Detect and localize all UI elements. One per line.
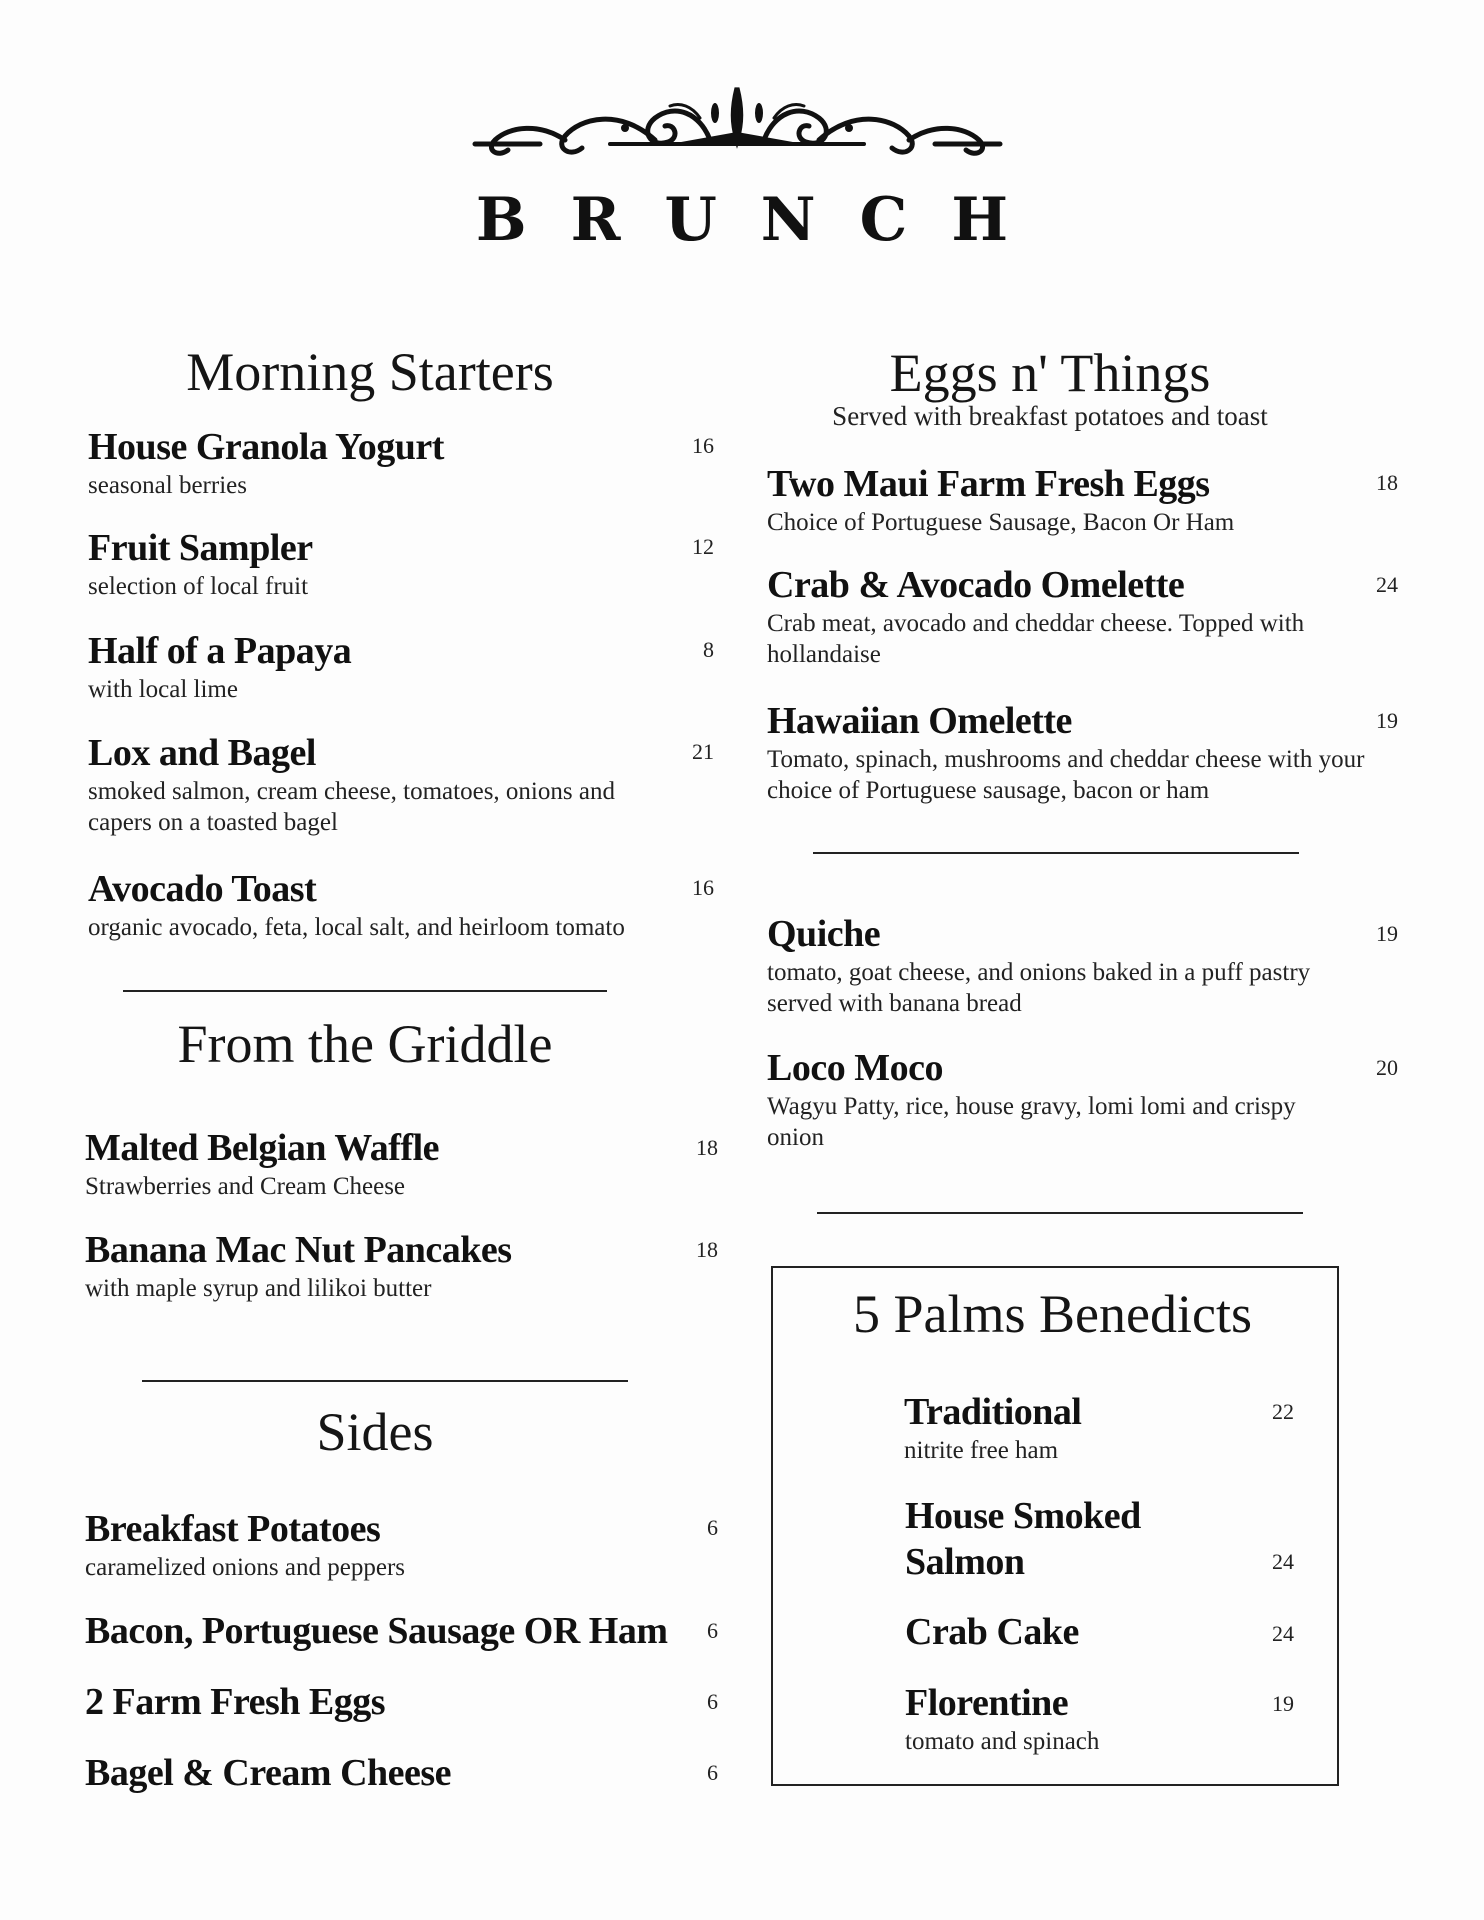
item-description: with local lime xyxy=(88,676,238,703)
item-name: Two Maui Farm Fresh Eggs xyxy=(767,463,1210,505)
item-price: 6 xyxy=(707,1689,718,1714)
list-item xyxy=(767,699,1367,806)
section-title-benedicts: 5 Palms Benedicts xyxy=(853,1284,1252,1344)
section-title-morning-starters: Morning Starters xyxy=(186,342,554,402)
divider xyxy=(123,990,607,992)
list-item xyxy=(905,1610,1265,1654)
item-name: 2 Farm Fresh Eggs xyxy=(85,1681,386,1723)
divider xyxy=(142,1380,628,1382)
list-item xyxy=(767,912,1367,1019)
item-name: Loco Moco xyxy=(767,1047,943,1089)
list-item xyxy=(88,526,678,602)
item-price: 6 xyxy=(707,1515,718,1540)
list-item xyxy=(88,629,678,705)
item-description: Wagyu Patty, rice, house gravy, lomi lomi and crispy onion xyxy=(767,1093,1296,1151)
item-name: Banana Mac Nut Pancakes xyxy=(85,1229,512,1271)
item-name: Fruit Sampler xyxy=(88,527,313,569)
item-price: 8 xyxy=(703,637,714,662)
list-item xyxy=(85,1751,685,1795)
item-price: 18 xyxy=(696,1135,718,1160)
item-name: Quiche xyxy=(767,913,881,955)
item-description: nitrite free ham xyxy=(904,1437,1059,1464)
item-name: Crab Cake xyxy=(905,1611,1079,1653)
list-item xyxy=(905,1681,1265,1757)
item-name: Avocado Toast xyxy=(88,868,317,910)
item-name: Crab & Avocado Omelette xyxy=(767,564,1185,606)
item-description: Tomato, spinach, mushrooms and cheddar cheese with your choice of Portuguese sausage, bacon or ham xyxy=(767,746,1365,804)
item-name: Half of a Papaya xyxy=(88,630,352,672)
section-title-griddle: From the Griddle xyxy=(177,1014,553,1074)
page-title: BRUNCH xyxy=(475,185,1053,255)
list-item xyxy=(767,462,1367,538)
item-name: House Granola Yogurt xyxy=(88,426,444,468)
item-price: 16 xyxy=(692,433,714,458)
item-price: 6 xyxy=(707,1760,718,1785)
list-item xyxy=(767,563,1367,670)
item-name: Florentine xyxy=(905,1682,1069,1724)
item-description: organic avocado, feta, local salt, and heirloom tomato xyxy=(88,914,625,941)
section-title-eggs: Eggs n' Things xyxy=(889,343,1211,403)
item-price: 6 xyxy=(707,1618,718,1643)
list-item xyxy=(88,731,678,838)
item-price: 22 xyxy=(1272,1399,1294,1424)
item-price: 24 xyxy=(1272,1621,1294,1646)
list-item xyxy=(85,1680,685,1724)
item-description: caramelized onions and peppers xyxy=(85,1554,406,1581)
item-price: 18 xyxy=(1376,470,1398,495)
item-price: 19 xyxy=(1272,1691,1294,1716)
item-price: 16 xyxy=(692,875,714,900)
scroll-flourish-icon xyxy=(470,78,1005,160)
item-description: tomato, goat cheese, and onions baked in a puff pastry served with banana bread xyxy=(767,959,1311,1017)
item-description: with maple syrup and lilikoi butter xyxy=(85,1275,432,1302)
list-item xyxy=(88,425,678,501)
list-item xyxy=(905,1493,1165,1585)
item-price: 12 xyxy=(692,534,714,559)
item-description: seasonal berries xyxy=(88,472,247,499)
item-description: tomato and spinach xyxy=(905,1728,1100,1755)
item-name: Lox and Bagel xyxy=(88,732,316,774)
section-title-sides: Sides xyxy=(316,1402,434,1462)
list-item xyxy=(85,1609,685,1653)
divider xyxy=(813,852,1299,854)
item-description: Choice of Portuguese Sausage, Bacon Or Ham xyxy=(767,509,1235,536)
list-item xyxy=(85,1507,685,1583)
item-price: 20 xyxy=(1376,1055,1398,1080)
item-description: selection of local fruit xyxy=(88,573,309,600)
item-description: Crab meat, avocado and cheddar cheese. Topped with hollandaise xyxy=(767,610,1305,668)
item-name: Hawaiian Omelette xyxy=(767,700,1072,742)
divider xyxy=(817,1212,1303,1214)
list-item xyxy=(85,1126,685,1202)
list-item xyxy=(767,1046,1347,1153)
section-subtitle-eggs: Served with breakfast potatoes and toast xyxy=(832,401,1268,431)
item-name: Malted Belgian Waffle xyxy=(85,1127,439,1169)
item-name: House Smoked Salmon xyxy=(905,1495,1141,1583)
item-name: Bagel & Cream Cheese xyxy=(85,1752,452,1794)
list-item xyxy=(88,867,688,943)
list-item xyxy=(904,1390,1264,1466)
item-price: 21 xyxy=(692,739,714,764)
item-name: Bacon, Portuguese Sausage OR Ham xyxy=(85,1610,668,1652)
item-description: smoked salmon, cream cheese, tomatoes, onions and capers on a toasted bagel xyxy=(88,778,615,836)
item-price: 19 xyxy=(1376,708,1398,733)
item-price: 24 xyxy=(1376,572,1398,597)
item-price: 18 xyxy=(696,1237,718,1262)
item-description: Strawberries and Cream Cheese xyxy=(85,1173,406,1200)
item-name: Breakfast Potatoes xyxy=(85,1508,381,1550)
item-name: Traditional xyxy=(904,1391,1082,1433)
item-price: 19 xyxy=(1376,921,1398,946)
list-item xyxy=(85,1228,685,1304)
item-price: 24 xyxy=(1272,1549,1294,1574)
